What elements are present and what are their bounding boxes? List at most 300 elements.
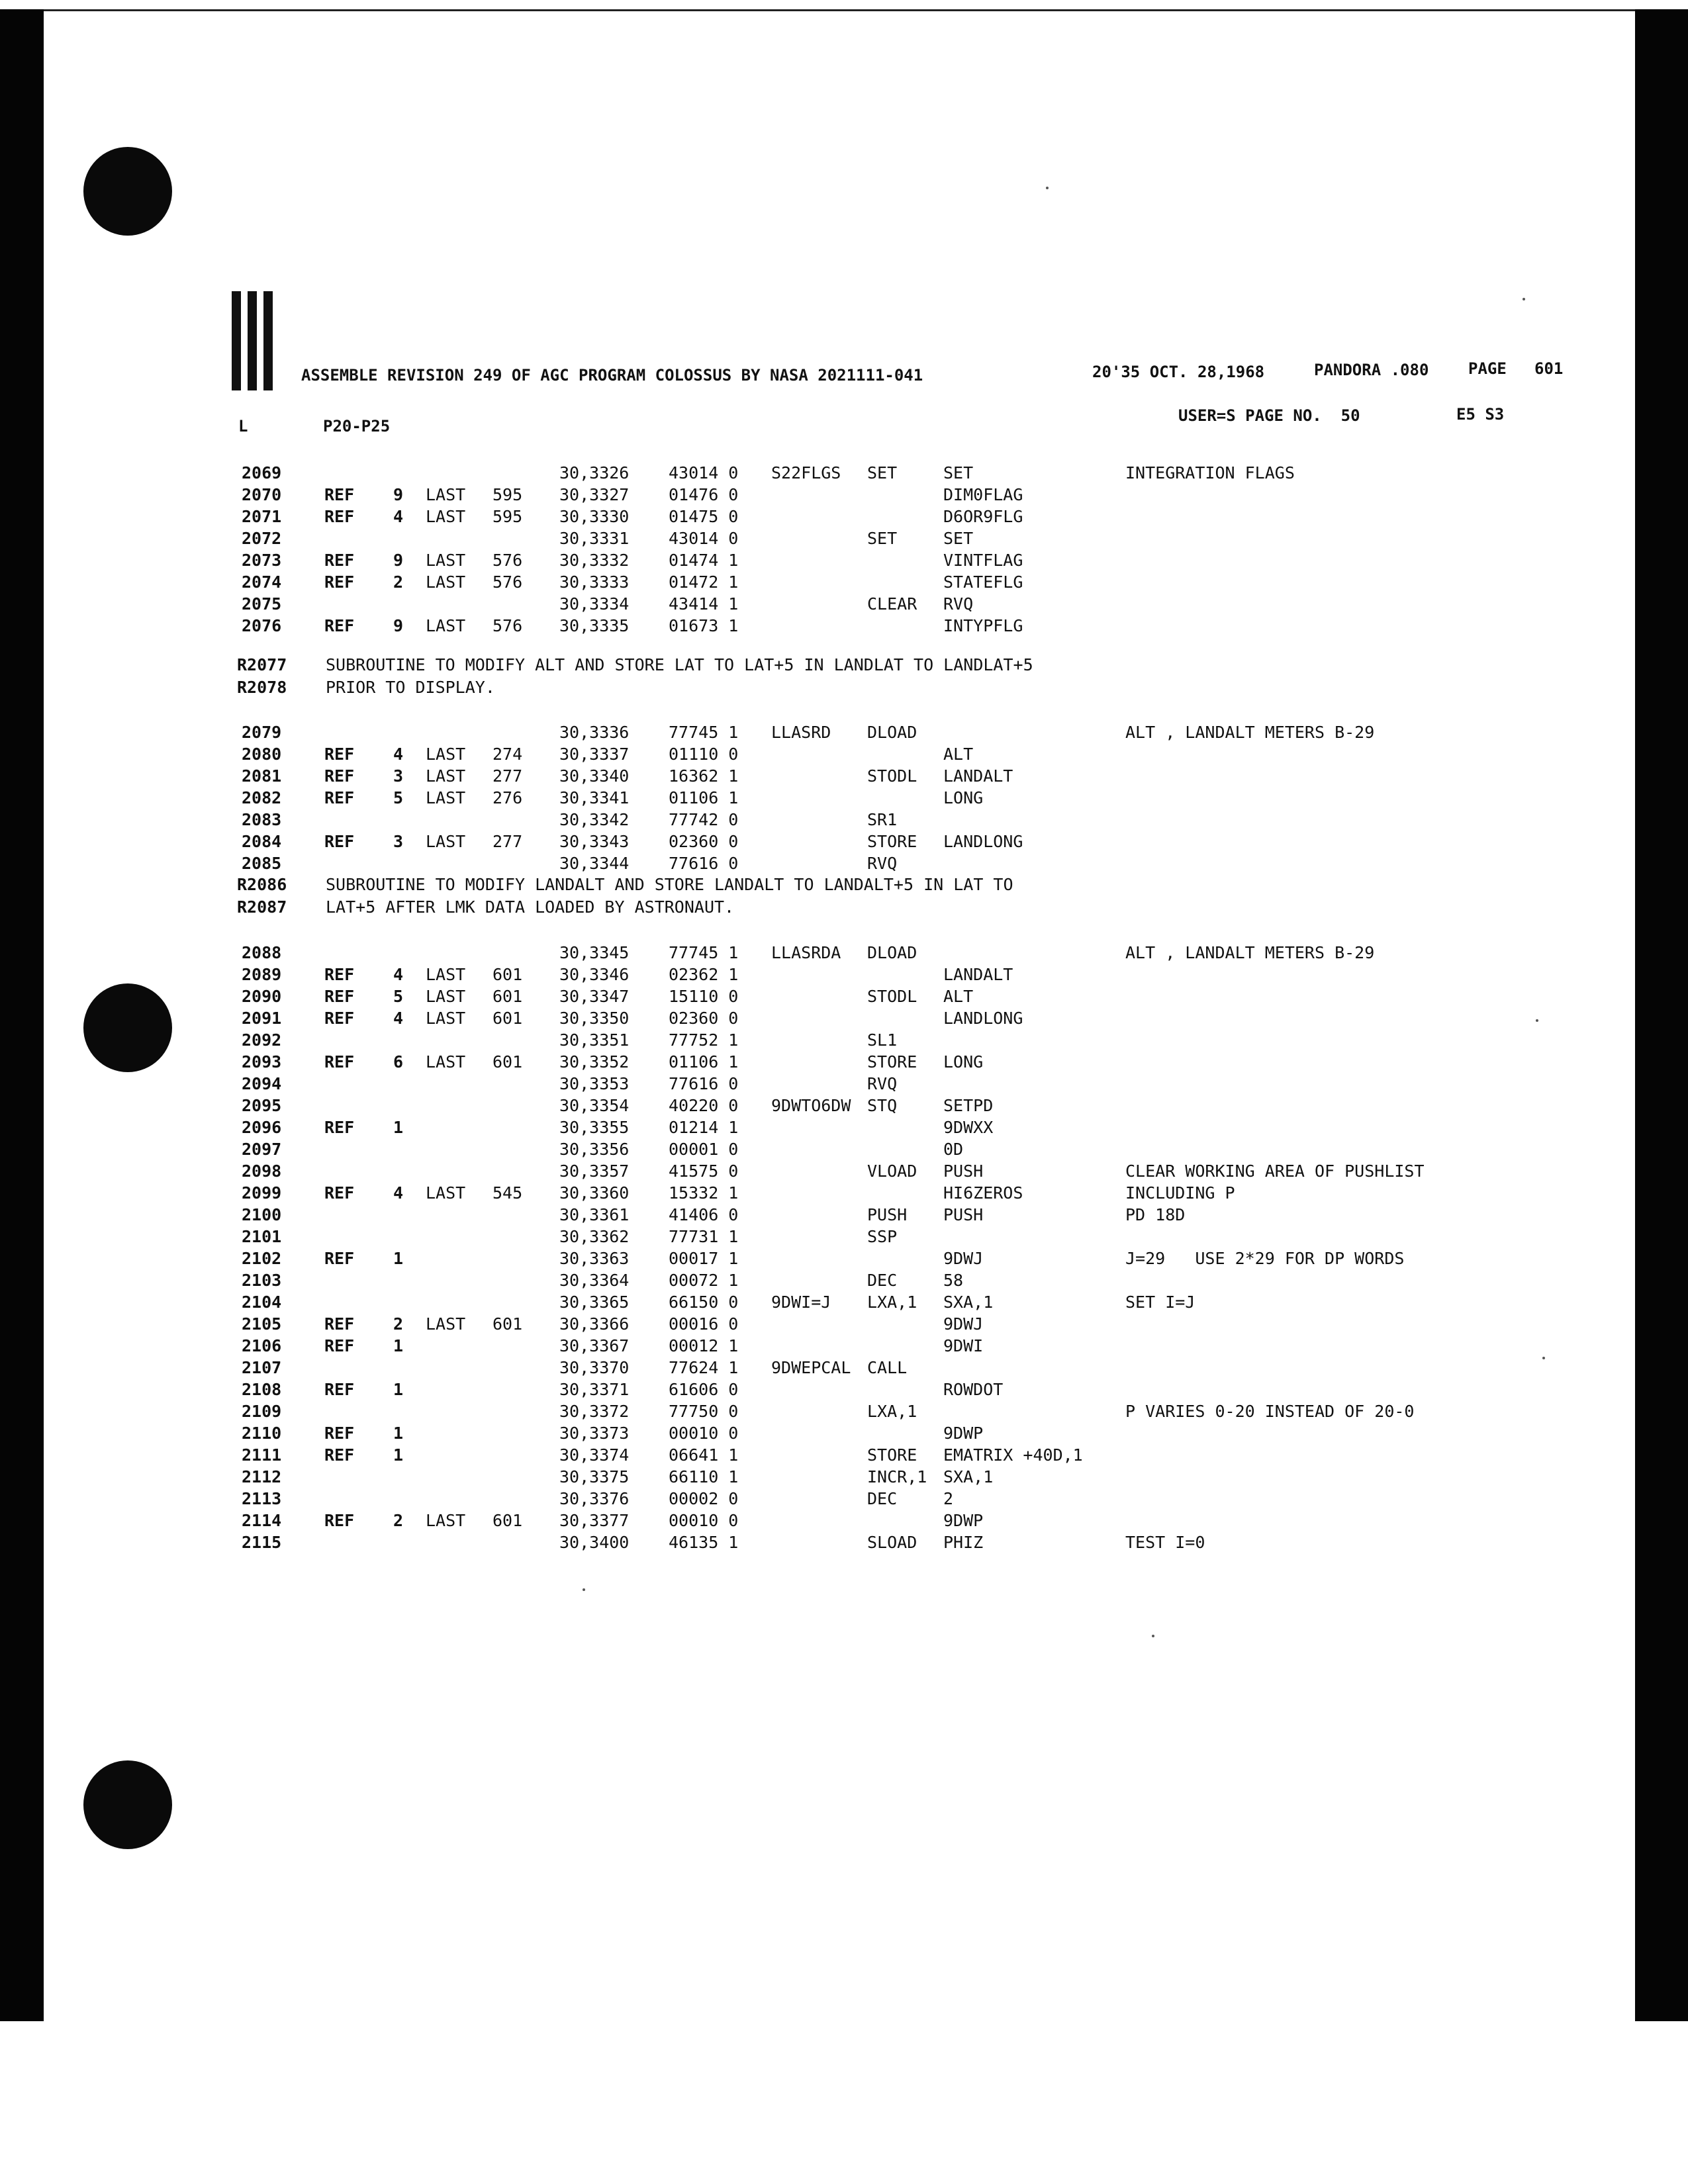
ref-count: 9 (393, 485, 404, 504)
address: 30,3333 (559, 572, 630, 592)
last-page: 601 (492, 1009, 523, 1028)
listing-row (0, 594, 1589, 615)
remark-text: SUBROUTINE TO MODIFY LANDALT AND STORE LANDALT TO LANDALT+5 IN LAT TO (326, 875, 1013, 894)
operand: LANDALT (943, 766, 1013, 786)
line-number: 2104 (242, 1293, 282, 1312)
listing-row (0, 529, 1589, 550)
line-number: 2103 (242, 1271, 282, 1290)
opcode: RVQ (867, 1074, 898, 1093)
opcode: SL1 (867, 1030, 898, 1050)
listing-row (0, 766, 1589, 788)
operand: SETPD (943, 1096, 994, 1115)
e-code: E5 S3 (1456, 405, 1505, 424)
address: 30,3370 (559, 1358, 630, 1377)
line-number: 2076 (242, 616, 282, 635)
comment: SET I=J (1125, 1293, 1196, 1312)
remark-text: SUBROUTINE TO MODIFY ALT AND STORE LAT TO LAT+5 IN LANDLAT TO LANDLAT+5 (326, 655, 1033, 674)
address: 30,3373 (559, 1424, 630, 1443)
listing-row (0, 1009, 1589, 1030)
address: 30,3351 (559, 1030, 630, 1050)
line-number: 2070 (242, 485, 282, 504)
line-number: 2108 (242, 1380, 282, 1399)
octal-word: 40220 0 (669, 1096, 739, 1115)
listing-row (0, 723, 1589, 744)
last-page: 601 (492, 965, 523, 984)
symbol-label: LLASRD (771, 723, 831, 742)
last-label: LAST (426, 1511, 466, 1530)
octal-word: 00016 0 (669, 1314, 739, 1334)
ref-count: 2 (393, 1314, 404, 1334)
punch-hole-top (83, 147, 172, 236)
octal-word: 01214 1 (669, 1118, 739, 1137)
ref-count: 4 (393, 965, 404, 984)
ref-count: 3 (393, 766, 404, 786)
octal-word: 43014 0 (669, 529, 739, 548)
ref-count: 4 (393, 1183, 404, 1203)
address: 30,3345 (559, 943, 630, 962)
listing-row (0, 463, 1589, 484)
line-number: 2079 (242, 723, 282, 742)
opcode: STORE (867, 832, 917, 851)
line-number: 2074 (242, 572, 282, 592)
address: 30,3334 (559, 594, 630, 614)
opcode: LXA,1 (867, 1402, 917, 1421)
header-page-number: 601 (1534, 359, 1564, 378)
last-page: 274 (492, 745, 523, 764)
opcode: STQ (867, 1096, 898, 1115)
ref-label: REF (324, 1445, 355, 1465)
operand: DIM0FLAG (943, 485, 1023, 504)
ref-count: 1 (393, 1445, 404, 1465)
address: 30,3353 (559, 1074, 630, 1093)
opcode: STODL (867, 987, 917, 1006)
address: 30,3367 (559, 1336, 630, 1355)
line-number: 2113 (242, 1489, 282, 1508)
operand: LANDLONG (943, 832, 1023, 851)
last-page: 601 (492, 1511, 523, 1530)
scan-speck (1536, 1019, 1538, 1022)
address: 30,3365 (559, 1293, 630, 1312)
address: 30,3356 (559, 1140, 630, 1159)
address: 30,3376 (559, 1489, 630, 1508)
scan-edge-top (44, 9, 1635, 11)
scan-speck (1046, 187, 1049, 189)
line-number: 2094 (242, 1074, 282, 1093)
last-label: LAST (426, 1314, 466, 1334)
last-page: 545 (492, 1183, 523, 1203)
last-page: 601 (492, 1314, 523, 1334)
operand: RVQ (943, 594, 974, 614)
listing-row (0, 1249, 1589, 1270)
scan-border-right (1635, 9, 1688, 2021)
listing-row (0, 1074, 1589, 1095)
comment: P VARIES 0-20 INSTEAD OF 20-0 (1125, 1402, 1415, 1421)
ref-count: 4 (393, 745, 404, 764)
last-label: LAST (426, 616, 466, 635)
line-number: 2089 (242, 965, 282, 984)
octal-word: 00010 0 (669, 1424, 739, 1443)
octal-word: 77624 1 (669, 1358, 739, 1377)
operand: INTYPFLG (943, 616, 1023, 635)
listing-row (0, 745, 1589, 766)
line-number: 2090 (242, 987, 282, 1006)
octal-word: 01472 1 (669, 572, 739, 592)
octal-word: 02360 0 (669, 832, 739, 851)
symbol-label: LLASRDA (771, 943, 841, 962)
address: 30,3371 (559, 1380, 630, 1399)
operand: SXA,1 (943, 1293, 994, 1312)
opcode: DEC (867, 1489, 898, 1508)
listing-row (0, 1271, 1589, 1292)
octal-word: 02362 1 (669, 965, 739, 984)
octal-word: 77750 0 (669, 1402, 739, 1421)
line-number: 2110 (242, 1424, 282, 1443)
operand: PUSH (943, 1161, 984, 1181)
address: 30,3364 (559, 1271, 630, 1290)
l-marker: L (238, 417, 248, 435)
last-label: LAST (426, 551, 466, 570)
address: 30,3331 (559, 529, 630, 548)
listing-row (0, 987, 1589, 1008)
address: 30,3375 (559, 1467, 630, 1486)
line-number: 2069 (242, 463, 282, 482)
listing-row (0, 1424, 1589, 1445)
ref-label: REF (324, 1052, 355, 1071)
line-number: 2105 (242, 1314, 282, 1334)
octal-word: 01474 1 (669, 551, 739, 570)
ref-label: REF (324, 616, 355, 635)
address: 30,3374 (559, 1445, 630, 1465)
last-label: LAST (426, 507, 466, 526)
octal-word: 43414 1 (669, 594, 739, 614)
opcode: SR1 (867, 810, 898, 829)
address: 30,3326 (559, 463, 630, 482)
operand: ROWDOT (943, 1380, 1004, 1399)
ref-count: 5 (393, 788, 404, 807)
address: 30,3327 (559, 485, 630, 504)
octal-word: 15110 0 (669, 987, 739, 1006)
listing-row (0, 1293, 1589, 1314)
address: 30,3357 (559, 1161, 630, 1181)
line-number: 2075 (242, 594, 282, 614)
line-number: 2072 (242, 529, 282, 548)
ref-label: REF (324, 788, 355, 807)
address: 30,3366 (559, 1314, 630, 1334)
listing-row (0, 1205, 1589, 1226)
ref-label: REF (324, 965, 355, 984)
ref-label: REF (324, 1511, 355, 1530)
operand: 9DWXX (943, 1118, 994, 1137)
listing-row (0, 1140, 1589, 1161)
listing-row (0, 1380, 1589, 1401)
line-number: 2099 (242, 1183, 282, 1203)
listing-row (0, 1227, 1589, 1248)
listing-row (0, 551, 1589, 572)
listing-row (0, 1118, 1589, 1139)
ref-count: 1 (393, 1118, 404, 1137)
line-number: 2083 (242, 810, 282, 829)
header-pandora: PANDORA .080 (1314, 361, 1429, 379)
last-label: LAST (426, 965, 466, 984)
opcode: CALL (867, 1358, 908, 1377)
last-label: LAST (426, 832, 466, 851)
header-timestamp: 20'35 OCT. 28,1968 (1092, 363, 1265, 381)
opcode: INCR,1 (867, 1467, 927, 1486)
ref-label: REF (324, 572, 355, 592)
last-label: LAST (426, 788, 466, 807)
ref-count: 9 (393, 616, 404, 635)
octal-word: 77752 1 (669, 1030, 739, 1050)
listing-row (0, 1489, 1589, 1510)
listing-row (0, 1314, 1589, 1336)
last-label: LAST (426, 987, 466, 1006)
ref-label: REF (324, 1424, 355, 1443)
comment: INCLUDING P (1125, 1183, 1235, 1203)
octal-word: 66150 0 (669, 1293, 739, 1312)
line-number: 2080 (242, 745, 282, 764)
line-number: 2095 (242, 1096, 282, 1115)
address: 30,3362 (559, 1227, 630, 1246)
listing-row (0, 485, 1589, 506)
address: 30,3344 (559, 854, 630, 873)
ref-label: REF (324, 485, 355, 504)
listing-row (0, 832, 1589, 853)
opcode: SET (867, 463, 898, 482)
listing-row (0, 854, 1589, 875)
opcode: SLOAD (867, 1533, 917, 1552)
listing-row (0, 1358, 1589, 1379)
listing-row (0, 1052, 1589, 1073)
line-number: 2111 (242, 1445, 282, 1465)
address: 30,3363 (559, 1249, 630, 1268)
line-number: 2071 (242, 507, 282, 526)
opcode: DEC (867, 1271, 898, 1290)
ref-count: 1 (393, 1380, 404, 1399)
octal-word: 66110 1 (669, 1467, 739, 1486)
scan-speck (583, 1588, 585, 1591)
operand: 58 (943, 1271, 964, 1290)
operand: LANDALT (943, 965, 1013, 984)
octal-word: 41406 0 (669, 1205, 739, 1224)
operand: HI6ZEROS (943, 1183, 1023, 1203)
listing-row (0, 788, 1589, 809)
operand: ALT (943, 745, 974, 764)
last-page: 595 (492, 485, 523, 504)
line-number: 2112 (242, 1467, 282, 1486)
address: 30,3354 (559, 1096, 630, 1115)
octal-word: 01106 1 (669, 788, 739, 807)
address: 30,3355 (559, 1118, 630, 1137)
line-number: 2082 (242, 788, 282, 807)
header-title: ASSEMBLE REVISION 249 OF AGC PROGRAM COLOSSUS BY NASA 2021111-041 (301, 366, 923, 385)
ref-label: REF (324, 1314, 355, 1334)
octal-word: 77616 0 (669, 854, 739, 873)
address: 30,3346 (559, 965, 630, 984)
address: 30,3360 (559, 1183, 630, 1203)
octal-word: 01476 0 (669, 485, 739, 504)
ref-count: 3 (393, 832, 404, 851)
octal-word: 77745 1 (669, 943, 739, 962)
line-number: 2115 (242, 1533, 282, 1552)
operand: STATEFLG (943, 572, 1023, 592)
symbol-label: S22FLGS (771, 463, 841, 482)
comment: ALT , LANDALT METERS B-29 (1125, 943, 1375, 962)
octal-word: 01106 1 (669, 1052, 739, 1071)
address: 30,3330 (559, 507, 630, 526)
address: 30,3332 (559, 551, 630, 570)
address: 30,3343 (559, 832, 630, 851)
line-number: 2073 (242, 551, 282, 570)
listing-row (0, 572, 1589, 594)
octal-word: 46135 1 (669, 1533, 739, 1552)
last-page: 601 (492, 1052, 523, 1071)
last-label: LAST (426, 572, 466, 592)
address: 30,3350 (559, 1009, 630, 1028)
octal-word: 00017 1 (669, 1249, 739, 1268)
listing-row (0, 616, 1589, 637)
symbol-label: 9DWI=J (771, 1293, 831, 1312)
address: 30,3337 (559, 745, 630, 764)
ref-count: 5 (393, 987, 404, 1006)
ref-count: 2 (393, 1511, 404, 1530)
operand: 9DWJ (943, 1249, 984, 1268)
ref-label: REF (324, 745, 355, 764)
remark-number: R2087 (237, 897, 287, 917)
address: 30,3340 (559, 766, 630, 786)
line-number: 2101 (242, 1227, 282, 1246)
symbol-label: 9DWEPCAL (771, 1358, 851, 1377)
last-page: 276 (492, 788, 523, 807)
opcode: SET (867, 529, 898, 548)
operand: PHIZ (943, 1533, 984, 1552)
ref-count: 2 (393, 572, 404, 592)
opcode: STORE (867, 1445, 917, 1465)
remark-text: LAT+5 AFTER LMK DATA LOADED BY ASTRONAUT. (326, 897, 735, 917)
octal-word: 16362 1 (669, 766, 739, 786)
ref-count: 4 (393, 507, 404, 526)
address: 30,3372 (559, 1402, 630, 1421)
listing-row (0, 1183, 1589, 1205)
octal-word: 00002 0 (669, 1489, 739, 1508)
last-label: LAST (426, 485, 466, 504)
line-number: 2088 (242, 943, 282, 962)
line-number: 2084 (242, 832, 282, 851)
user-page-number: USER=S PAGE NO. 50 (1178, 406, 1360, 425)
listing-row (0, 1096, 1589, 1117)
listing-row (0, 1445, 1589, 1467)
comment: J=29 USE 2*29 FOR DP WORDS (1125, 1249, 1405, 1268)
opcode: PUSH (867, 1205, 908, 1224)
listing-row (0, 1533, 1589, 1554)
ref-count: 4 (393, 1009, 404, 1028)
listing-row (0, 507, 1589, 528)
last-page: 576 (492, 616, 523, 635)
ref-count: 1 (393, 1424, 404, 1443)
last-page: 277 (492, 766, 523, 786)
address: 30,3341 (559, 788, 630, 807)
ref-count: 1 (393, 1336, 404, 1355)
operand: 0D (943, 1140, 964, 1159)
ref-count: 6 (393, 1052, 404, 1071)
listing-row (0, 965, 1589, 986)
address: 30,3361 (559, 1205, 630, 1224)
comment: CLEAR WORKING AREA OF PUSHLIST (1125, 1161, 1425, 1181)
comment: INTEGRATION FLAGS (1125, 463, 1295, 482)
ref-label: REF (324, 1183, 355, 1203)
listing-row (0, 1467, 1589, 1488)
address: 30,3377 (559, 1511, 630, 1530)
ref-label: REF (324, 1118, 355, 1137)
last-page: 576 (492, 572, 523, 592)
last-page: 277 (492, 832, 523, 851)
last-page: 576 (492, 551, 523, 570)
operand: 9DWJ (943, 1314, 984, 1334)
listing-row (0, 1402, 1589, 1423)
octal-word: 02360 0 (669, 1009, 739, 1028)
listing-row (0, 1511, 1589, 1532)
opcode: STODL (867, 766, 917, 786)
ref-count: 1 (393, 1249, 404, 1268)
ref-count: 9 (393, 551, 404, 570)
remark-number: R2086 (237, 875, 287, 894)
header-page-label: PAGE (1468, 359, 1507, 378)
operand: EMATRIX +40D,1 (943, 1445, 1083, 1465)
octal-word: 00012 1 (669, 1336, 739, 1355)
operand: 9DWI (943, 1336, 984, 1355)
line-number: 2085 (242, 854, 282, 873)
scan-speck (1152, 1635, 1154, 1637)
remark-text: PRIOR TO DISPLAY. (326, 678, 495, 697)
line-number: 2100 (242, 1205, 282, 1224)
last-label: LAST (426, 1183, 466, 1203)
line-number: 2107 (242, 1358, 282, 1377)
line-number: 2098 (242, 1161, 282, 1181)
line-number: 2096 (242, 1118, 282, 1137)
octal-word: 06641 1 (669, 1445, 739, 1465)
address: 30,3400 (559, 1533, 630, 1552)
opcode: RVQ (867, 854, 898, 873)
octal-word: 01673 1 (669, 616, 739, 635)
operand: LANDLONG (943, 1009, 1023, 1028)
line-number: 2081 (242, 766, 282, 786)
octal-word: 77742 0 (669, 810, 739, 829)
ref-label: REF (324, 507, 355, 526)
last-label: LAST (426, 1009, 466, 1028)
last-label: LAST (426, 745, 466, 764)
octal-word: 77616 0 (669, 1074, 739, 1093)
operand: SXA,1 (943, 1467, 994, 1486)
ref-label: REF (324, 832, 355, 851)
octal-word: 00072 1 (669, 1271, 739, 1290)
operand: ALT (943, 987, 974, 1006)
operand: SET (943, 529, 974, 548)
operand: VINTFLAG (943, 551, 1023, 570)
operand: SET (943, 463, 974, 482)
line-number: 2093 (242, 1052, 282, 1071)
comment: ALT , LANDALT METERS B-29 (1125, 723, 1375, 742)
ref-label: REF (324, 1009, 355, 1028)
octal-word: 00010 0 (669, 1511, 739, 1530)
remark-number: R2077 (237, 655, 287, 674)
scan-speck (1542, 1357, 1545, 1359)
listing-row (0, 810, 1589, 831)
operand: LONG (943, 1052, 984, 1071)
last-page: 601 (492, 987, 523, 1006)
operand: 9DWP (943, 1511, 984, 1530)
opcode: DLOAD (867, 723, 917, 742)
address: 30,3342 (559, 810, 630, 829)
opcode: SSP (867, 1227, 898, 1246)
